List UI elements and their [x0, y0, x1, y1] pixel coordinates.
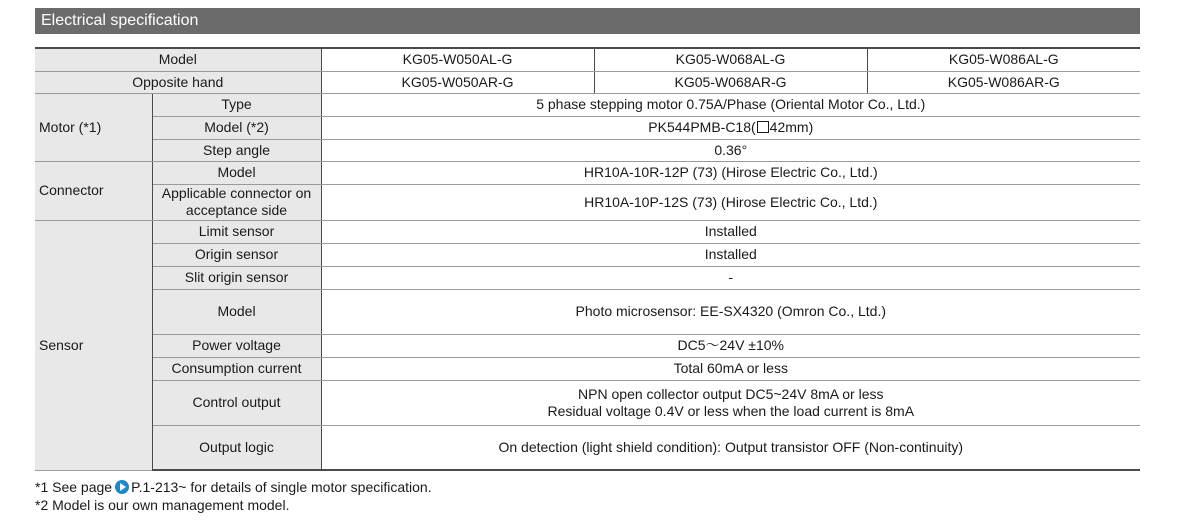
motor-model-text-a: PK544PMB-C18(	[648, 119, 756, 135]
square-symbol-icon	[757, 121, 769, 133]
footnotes	[35, 478, 432, 514]
page-link[interactable]: P.1-213~	[131, 479, 187, 495]
motor-model-label: Model (*2)	[152, 116, 321, 139]
step-angle-label: Step angle	[152, 139, 321, 161]
slit-origin-sensor-value: -	[321, 266, 1140, 289]
limit-sensor-value: Installed	[321, 220, 1140, 243]
opposite-value-w050: KG05-W050AR-G	[321, 71, 594, 93]
origin-sensor-label: Origin sensor	[152, 243, 321, 266]
output-logic-value: On detection (light shield condition): Output transistor OFF (Non-continuity)	[321, 425, 1140, 470]
opposite-value-w086: KG05-W086AR-G	[867, 71, 1140, 93]
power-voltage-value: DC5～24V ±10%	[321, 334, 1140, 357]
model-value-w050: KG05-W050AL-G	[321, 48, 594, 71]
link-arrow-icon[interactable]	[115, 480, 129, 494]
output-logic-label: Output logic	[152, 425, 321, 470]
connector-group-label: Connector	[35, 161, 152, 220]
applicable-connector-label	[152, 184, 321, 220]
power-voltage-label: Power voltage	[152, 334, 321, 357]
section-title: Electrical specification	[35, 8, 1140, 34]
footnote-1-text: *1 See page	[35, 479, 113, 495]
model-header: Model	[35, 48, 321, 71]
consumption-current-value: Total 60mA or less	[321, 357, 1140, 380]
applicable-connector-label-line1: Applicable connector on	[161, 185, 312, 201]
applicable-connector-value: HR10A-10P-12S (73) (Hirose Electric Co., Ltd.)	[321, 184, 1140, 220]
model-value-w068: KG05-W068AL-G	[594, 48, 867, 71]
step-angle-value: 0.36°	[321, 139, 1140, 161]
control-output-label: Control output	[152, 380, 321, 425]
control-output-line1: NPN open collector output DC5~24V 8mA or less	[578, 385, 884, 402]
slit-origin-sensor-label: Slit origin sensor	[152, 266, 321, 289]
motor-model-text-b: 42mm)	[769, 119, 814, 135]
control-output-line2: Residual voltage 0.4V or less when the load current is 8mA	[547, 402, 915, 419]
sensor-model-value: Photo microsensor: EE-SX4320 (Omron Co., Ltd.)	[321, 289, 1140, 334]
control-output-value	[321, 380, 1140, 425]
opposite-hand-header: Opposite hand	[35, 71, 321, 93]
motor-model-value	[321, 116, 1140, 139]
connector-model-label: Model	[152, 161, 321, 184]
motor-type-value: 5 phase stepping motor 0.75A/Phase (Oriental Motor Co., Ltd.)	[321, 93, 1140, 116]
sensor-model-label: Model	[152, 289, 321, 334]
opposite-value-w068: KG05-W068AR-G	[594, 71, 867, 93]
motor-group-label: Motor (*1)	[35, 93, 152, 161]
model-value-w086: KG05-W086AL-G	[867, 48, 1140, 71]
footnote-1-text-end: for details of single motor specification.	[186, 479, 432, 495]
electrical-spec-table	[35, 47, 1140, 471]
limit-sensor-label: Limit sensor	[152, 220, 321, 243]
motor-type-label: Type	[152, 93, 321, 116]
connector-model-value: HR10A-10R-12P (73) (Hirose Electric Co., Ltd.)	[321, 161, 1140, 184]
footnote-2: *2 Model is our own management model.	[35, 497, 290, 513]
footnote-1	[35, 478, 432, 496]
consumption-current-label: Consumption current	[152, 357, 321, 380]
sensor-group-label: Sensor	[35, 220, 152, 470]
origin-sensor-value: Installed	[321, 243, 1140, 266]
applicable-connector-label-line2: acceptance side	[185, 202, 288, 218]
